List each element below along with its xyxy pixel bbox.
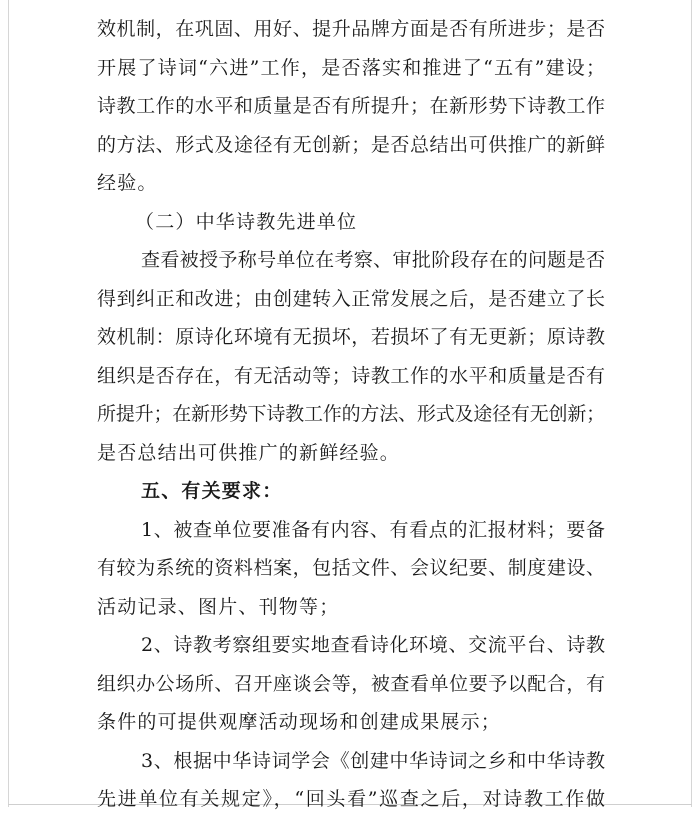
text-line: 所提升；在新形势下诗教工作的方法、形式及途径有无创新； [97,403,605,425]
text-line: 得到纠正和改进；由创建转入正常发展之后，是否建立了长 [97,287,605,310]
text-line: 的方法、形式及途径有无创新；是否总结出可供推广的新鲜 [97,133,605,156]
section-heading: 五、有关要求： [141,480,283,502]
text-line: 组织是否存在，有无活动等；诗教工作的水平和质量是否有 [97,364,605,387]
section-subheading: （二）中华诗教先进单位 [135,210,358,233]
text-line: 有较为系统的资料档案，包括文件、会议纪要、制度建设、 [97,557,605,579]
text-line: 效机制，在巩固、用好、提升品牌方面是否有所进步；是否 [97,18,605,40]
text-line: 活动记录、图片、刊物等； [97,595,340,618]
text-line: 1、被查单位要准备有内容、有看点的汇报材料；要备 [141,518,605,541]
page-border-left [8,0,9,807]
text-line: 2、诗教考察组要实地查看诗化环境、交流平台、诗教 [141,634,605,656]
text-line: 组织办公场所、召开座谈会等，被查看单位要予以配合，有 [97,672,605,695]
text-line: 效机制：原诗化环境有无损坏，若损坏了有无更新；原诗教 [97,326,605,348]
page-border-right [691,0,692,807]
text-line: 先进单位有关规定》，“回头看”巡查之后，对诗教工作做 [97,788,605,810]
text-line: 是否总结出可供推广的新鲜经验。 [97,441,401,464]
text-line: 开展了诗词“六进”工作，是否落实和推进了“五有”建设； [97,56,605,79]
text-line: 3、根据中华诗词学会《创建中华诗词之乡和中华诗教 [141,749,605,772]
text-line: 诗教工作的水平和质量是否有所提升；在新形势下诗教工作 [97,95,605,117]
text-line: 查看被授予称号单位在考察、审批阶段存在的问题是否 [141,249,605,271]
text-line: 经验。 [97,172,158,194]
document-body [97,10,605,819]
text-line: 条件的可提供观摩活动现场和创建成果展示； [97,711,502,733]
